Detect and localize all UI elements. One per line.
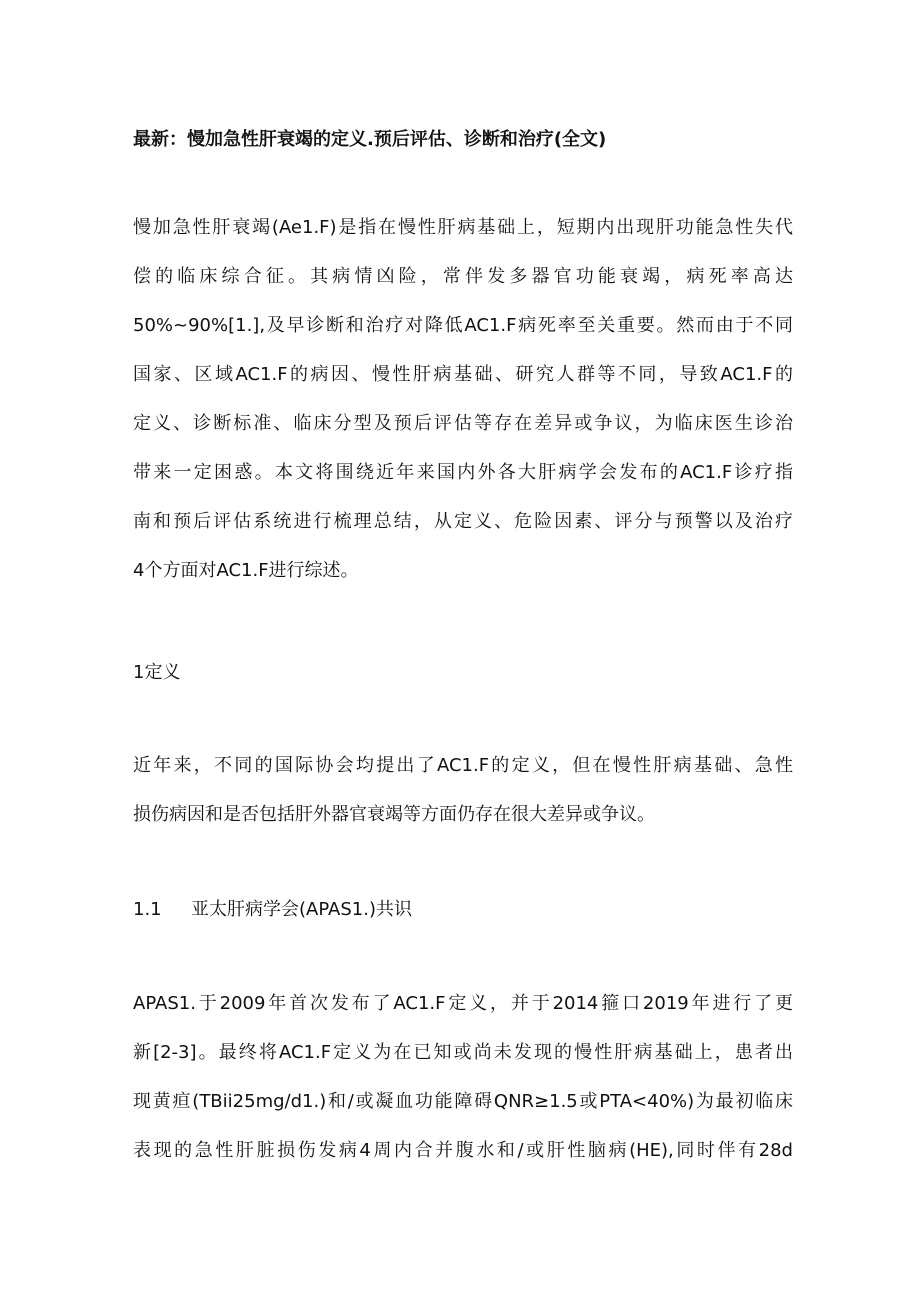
subsection-number: 1.1 [133, 899, 162, 920]
paragraph-line: 南和预后评估系统进行梳理总结，从定义、危险因素、评分与预警以及治疗 [133, 511, 793, 532]
intro-paragraph [133, 214, 793, 606]
paragraph-line: 定义、诊断标准、临床分型及预后评估等存在差异或争议，为临床医生诊治 [133, 413, 793, 434]
section-heading-definition: 1定义 [133, 662, 181, 683]
apasl-paragraph [133, 990, 793, 1186]
subsection-title: 亚太肝病学会(APAS1.)共识 [191, 899, 412, 920]
paragraph-line: 偿的临床综合征。其病情凶险，常伴发多器官功能衰竭，病死率高达 [133, 266, 793, 287]
paragraph-line: 现黄疸(TBii25mg∕d1.)和/或凝血功能障碍QNR≥1.5或PTA<40%)为最初临床 [133, 1091, 793, 1112]
paragraph-line: 带来一定困惑。本文将围绕近年来国内外各大肝病学会发布的AC1.F诊疗指 [133, 462, 793, 483]
paragraph-line: 50%~90%[1.],及早诊断和治疗对降低AC1.F病死率至关重要。然而由于不同 [133, 315, 793, 336]
paragraph-line: 新[2-3]。最终将AC1.F定义为在已知或尚未发现的慢性肝病基础上，患者出 [133, 1042, 793, 1063]
paragraph-line: 国家、区域AC1.F的病因、慢性肝病基础、研究人群等不同，导致AC1.F的 [133, 364, 793, 385]
paragraph-line: APAS1.于2009年首次发布了AC1.F定义，并于2014箍口2019年进行了更 [133, 993, 793, 1014]
paragraph-line: 近年来，不同的国际协会均提出了AC1.F的定义，但在慢性肝病基础、急性 [133, 755, 793, 776]
document-title: 最新：慢加急性肝衰竭的定义.预后评估、诊断和治疗(全文) [133, 129, 607, 150]
paragraph-line: 慢加急性肝衰竭(Ae1.F)是指在慢性肝病基础上，短期内出现肝功能急性失代 [133, 217, 793, 238]
definition-paragraph [133, 752, 793, 850]
paragraph-line: 4个方面对AC1.F进行综述。 [133, 560, 359, 581]
paragraph-line: 损伤病因和是否包括肝外器官衰竭等方面仍存在很大差异或争议。 [133, 804, 655, 825]
paragraph-line: 表现的急性肝脏损伤发病4周内合并腹水和/或肝性脑病(HE),同时伴有28d [133, 1140, 793, 1161]
subsection-heading-apasl [133, 896, 412, 924]
